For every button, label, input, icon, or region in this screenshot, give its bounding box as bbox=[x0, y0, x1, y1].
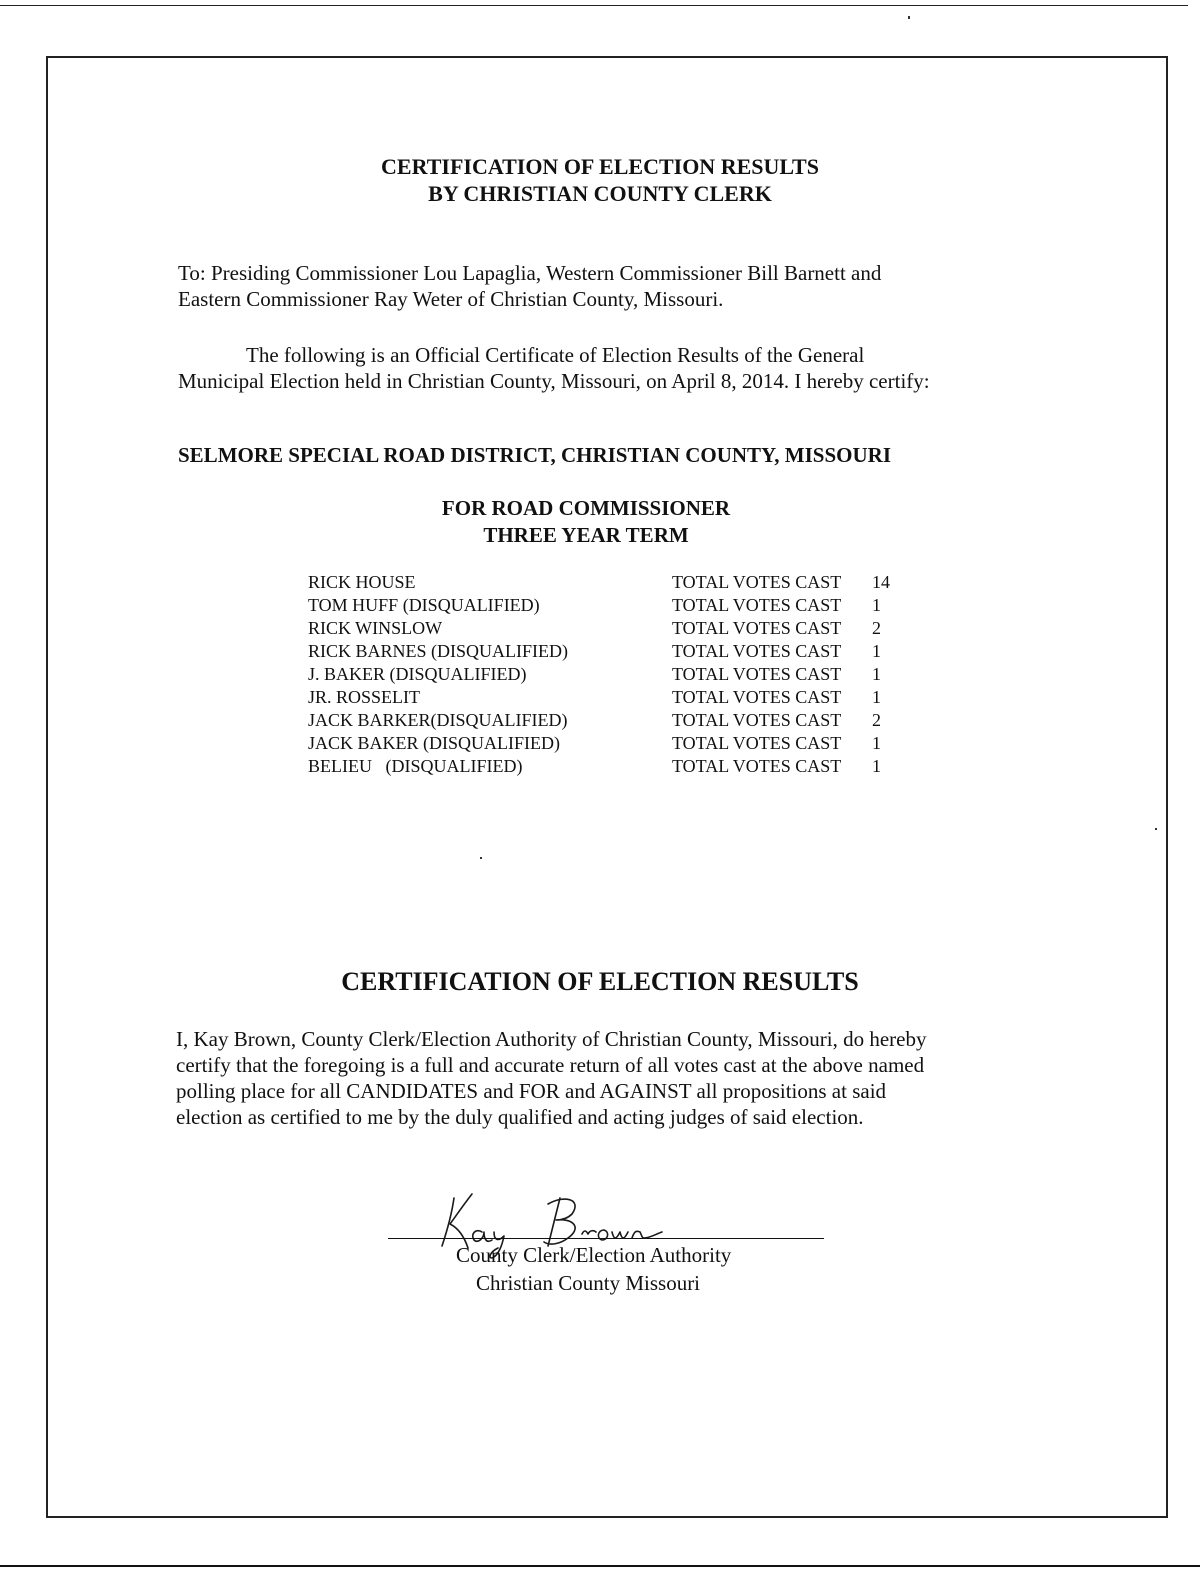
vote-count: 1 bbox=[872, 641, 881, 661]
candidate-name: RICK HOUSE bbox=[308, 572, 416, 592]
title-line-2: BY CHRISTIAN COUNTY CLERK bbox=[428, 181, 772, 206]
votes-label: TOTAL VOTES CAST bbox=[672, 733, 842, 753]
vote-count: 1 bbox=[872, 733, 881, 753]
addressee-block bbox=[178, 260, 881, 312]
votes-label: TOTAL VOTES CAST bbox=[672, 687, 842, 707]
results-row bbox=[300, 756, 900, 779]
vote-count: 14 bbox=[872, 572, 890, 592]
signatory-title: County Clerk/Election Authority bbox=[456, 1243, 732, 1267]
office-heading bbox=[0, 495, 1172, 549]
candidate-name: JACK BAKER (DISQUALIFIED) bbox=[308, 733, 560, 753]
signature-line bbox=[388, 1238, 824, 1239]
candidate-name: RICK BARNES (DISQUALIFIED) bbox=[308, 641, 568, 661]
certification-line-2: certify that the foregoing is a full and accurate return of all votes cast at the above named bbox=[176, 1053, 925, 1077]
office-line-2: THREE YEAR TERM bbox=[483, 523, 689, 547]
results-row bbox=[300, 618, 900, 641]
certification-paragraph bbox=[176, 1026, 926, 1130]
candidate-name: J. BAKER (DISQUALIFIED) bbox=[308, 664, 527, 684]
candidate-name: RICK WINSLOW bbox=[308, 618, 443, 638]
top-edge-rule bbox=[0, 5, 1188, 6]
addressee-line-1: To: Presiding Commissioner Lou Lapaglia, Western Commissioner Bill Barnett and bbox=[178, 261, 882, 285]
bottom-edge-rule bbox=[0, 1565, 1200, 1567]
results-row bbox=[300, 595, 900, 618]
votes-label: TOTAL VOTES CAST bbox=[672, 595, 842, 615]
votes-label: TOTAL VOTES CAST bbox=[672, 641, 842, 661]
addressee-line-2: Eastern Commissioner Ray Weter of Christian County, Missouri. bbox=[178, 287, 724, 311]
scan-speck bbox=[480, 857, 482, 859]
candidate-name: JACK BARKER(DISQUALIFIED) bbox=[308, 710, 568, 730]
office-line-1: FOR ROAD COMMISSIONER bbox=[441, 496, 731, 520]
candidate-name: TOM HUFF (DISQUALIFIED) bbox=[308, 595, 540, 615]
district-heading: SELMORE SPECIAL ROAD DISTRICT, CHRISTIAN COUNTY, MISSOURI bbox=[178, 443, 891, 467]
votes-label: TOTAL VOTES CAST bbox=[672, 664, 842, 684]
intro-line-1: The following is an Official Certificate of Election Results of the General bbox=[246, 343, 865, 367]
title-line-1: CERTIFICATION OF ELECTION RESULTS bbox=[381, 154, 819, 179]
scan-speck bbox=[1155, 828, 1157, 830]
candidate-name: BELIEU (DISQUALIFIED) bbox=[308, 756, 523, 776]
votes-label: TOTAL VOTES CAST bbox=[672, 618, 842, 638]
results-row bbox=[300, 664, 900, 687]
vote-count: 1 bbox=[872, 664, 881, 684]
candidate-name: JR. ROSSELIT bbox=[308, 687, 421, 707]
certification-heading: CERTIFICATION OF ELECTION RESULTS bbox=[341, 967, 859, 996]
intro-line-2: Municipal Election held in Christian County, Missouri, on April 8, 2014. I hereby certify: bbox=[178, 369, 930, 393]
vote-count: 1 bbox=[872, 687, 881, 707]
scan-speck bbox=[908, 16, 910, 19]
document-title bbox=[0, 153, 1200, 207]
signatory-block bbox=[456, 1241, 731, 1297]
certification-line-4: election as certified to me by the duly qualified and acting judges of said election. bbox=[176, 1105, 864, 1129]
vote-count: 1 bbox=[872, 756, 881, 776]
signatory-county: Christian County Missouri bbox=[476, 1271, 701, 1295]
certification-line-1: I, Kay Brown, County Clerk/Election Authority of Christian County, Missouri, do hereby bbox=[176, 1027, 927, 1051]
results-row bbox=[300, 710, 900, 733]
results-row bbox=[300, 572, 900, 595]
votes-label: TOTAL VOTES CAST bbox=[672, 710, 842, 730]
votes-label: TOTAL VOTES CAST bbox=[672, 756, 842, 776]
certification-line-3: polling place for all CANDIDATES and FOR and AGAINST all propositions at said bbox=[176, 1079, 887, 1103]
intro-paragraph bbox=[178, 342, 930, 394]
vote-count: 2 bbox=[872, 710, 881, 730]
vote-count: 1 bbox=[872, 595, 881, 615]
results-row bbox=[300, 641, 900, 664]
results-row bbox=[300, 687, 900, 710]
votes-label: TOTAL VOTES CAST bbox=[672, 572, 842, 592]
vote-count: 2 bbox=[872, 618, 881, 638]
results-row bbox=[300, 733, 900, 756]
